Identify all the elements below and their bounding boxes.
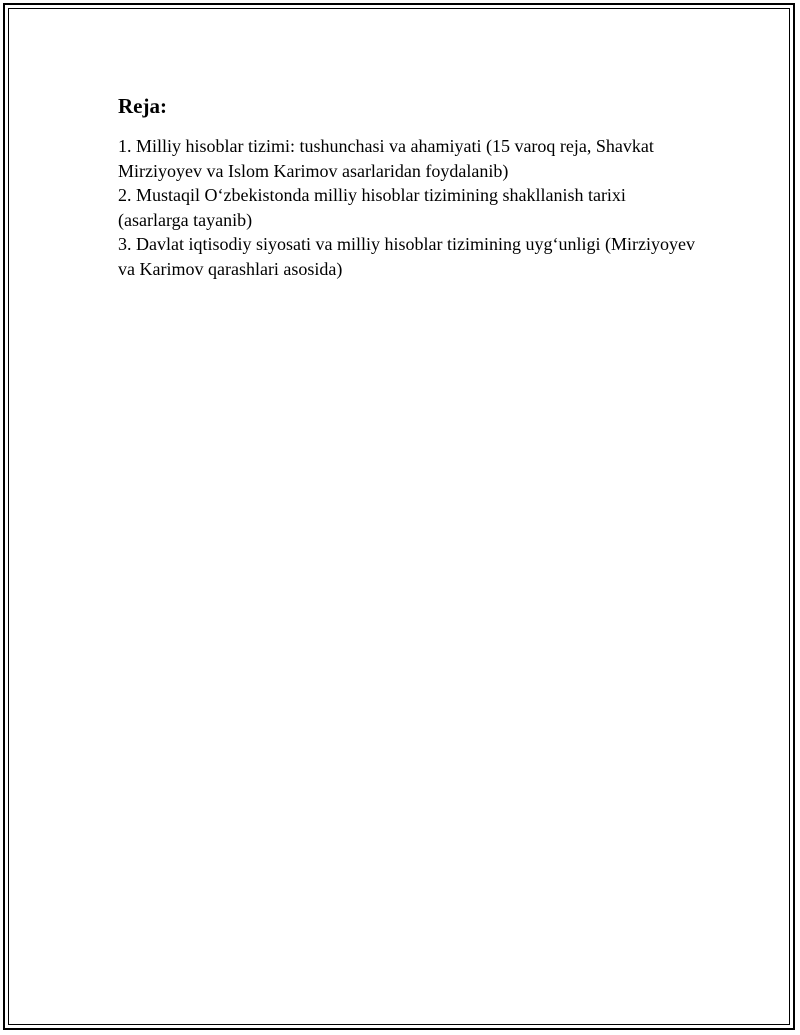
plan-item: 3. Davlat iqtisodiy siyosati va milliy hisoblar tizimining uyg‘unligi (Mirziyoyev va Karimov qarashlari asosida) — [118, 234, 695, 279]
document-body — [118, 92, 698, 281]
plan-item: 2. Mustaqil O‘zbekistonda milliy hisoblar tizimining shakllanish tarixi (asarlarga tayanib) — [118, 185, 626, 230]
plan-list — [118, 134, 698, 281]
plan-item: 1. Milliy hisoblar tizimi: tushunchasi va ahamiyati (15 varoq reja, Shavkat Mirziyoyev va Islom Karimov asarlaridan foydalanib) — [118, 136, 654, 181]
plan-heading: Reja: — [118, 94, 167, 118]
